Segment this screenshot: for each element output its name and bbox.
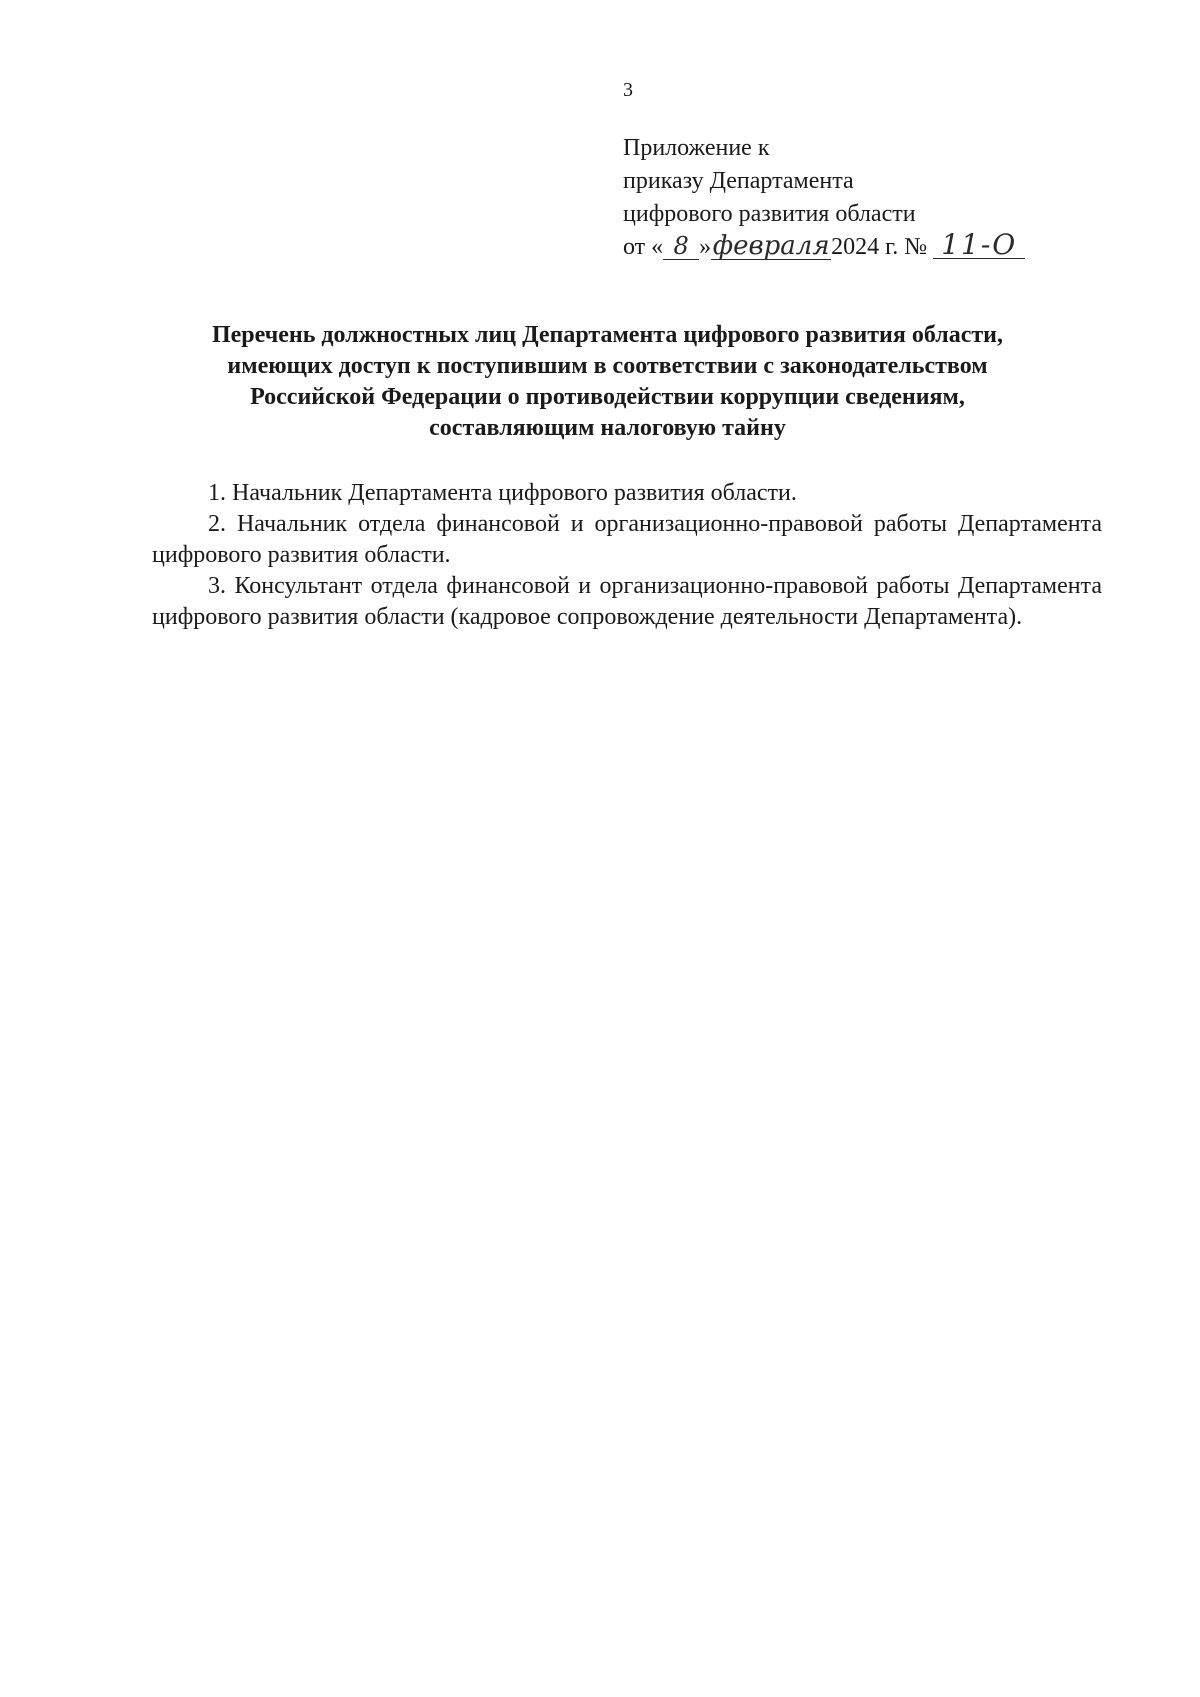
title-line-2: имеющих доступ к поступившим в соответствии с законодательством — [227, 353, 988, 379]
handwritten-month: февраля — [712, 231, 830, 261]
list-item: 2. Начальник отдела финансовой и организационно-правовой работы Департамента цифрового развития области. — [152, 511, 1102, 568]
title-line-3: Российской Федерации о противодействии коррупции сведениям, — [250, 384, 965, 410]
date-prefix: от « — [623, 234, 664, 260]
list-item: 3. Консультант отдела финансовой и организационно-правовой работы Департамента цифрового развития области (кадровое сопровождение деятельности Департамента). — [152, 573, 1102, 630]
list-item: 1. Начальник Департамента цифрового развития области. — [208, 480, 797, 506]
title-line-4: составляющим налоговую тайну — [429, 415, 786, 441]
title-line-1: Перечень должностных лиц Департамента цифрового развития области, — [211, 322, 1003, 348]
appendix-line-2: приказу Департамента — [623, 168, 854, 194]
date-year: 2024 г. № — [831, 234, 928, 260]
page-number: 3 — [623, 79, 633, 101]
appendix-line-3: цифрового развития области — [623, 201, 916, 227]
appendix-date-line — [623, 228, 1103, 264]
handwritten-day: 8 — [663, 233, 699, 260]
handwritten-order-number: 11-О — [933, 232, 1025, 259]
appendix-block — [623, 132, 1103, 264]
appendix-line-1: Приложение к — [623, 135, 770, 161]
positions-list — [152, 478, 1102, 633]
document-title — [140, 320, 1075, 444]
date-mid: » — [699, 234, 712, 260]
